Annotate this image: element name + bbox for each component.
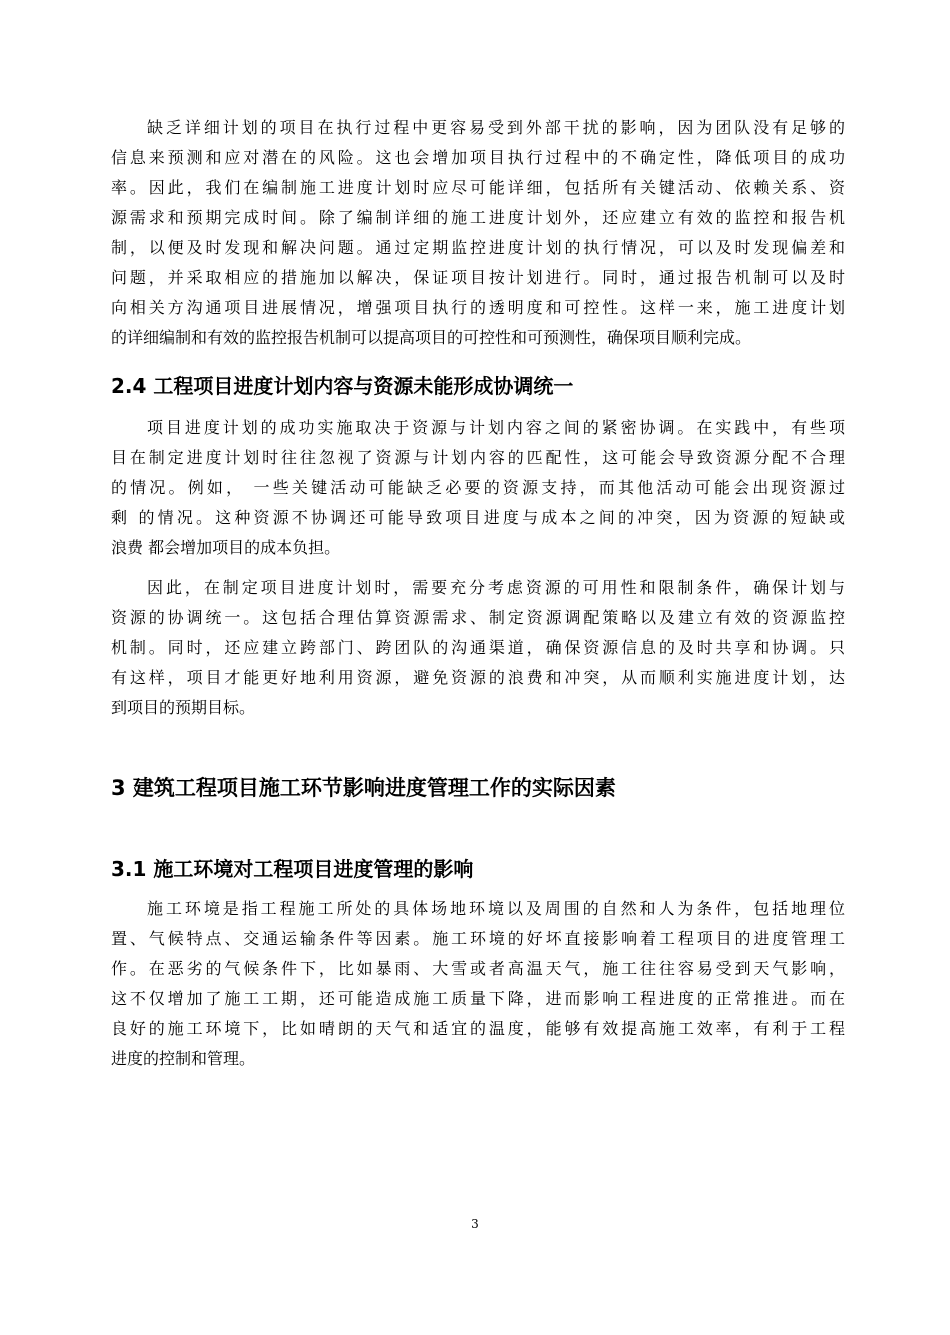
text-line: 制，以便及时发现和解决问题。通过定期监控进度计划的执行情况，可以及时发现偏差和 [111,238,845,257]
text-line: 浪费 都会增加项目的成本负担。 [111,538,341,557]
text-line: 良好的施工环境下，比如晴朗的天气和适宜的温度，能够有效提高施工效率，有利于工程 [111,1019,845,1038]
text-line: 进度的控制和管理。 [111,1049,256,1068]
section-heading-3-1: 3.1 施工环境对工程项目进度管理的影响 [111,857,474,881]
paragraph-construction-environment [111,894,845,1074]
paragraph-resource-measures [111,573,845,723]
text-line: 的情况。例如， 一些关键活动可能缺乏必要的资源支持，而其他活动可能会出现资源过 [111,478,845,497]
paragraph-project-detail-planning [111,113,845,353]
text-line: 目在制定进度计划时往往忽视了资源与计划内容的匹配性，这可能会导致资源分配不合理 [111,448,845,467]
text-line: 因此，在制定项目进度计划时，需要充分考虑资源的可用性和限制条件，确保计划与 [147,578,845,597]
text-line: 项目进度计划的成功实施取决于资源与计划内容之间的紧密协调。在实践中，有些项 [147,418,845,437]
text-line: 缺乏详细计划的项目在执行过程中更容易受到外部干扰的影响，因为团队没有足够的 [147,118,845,137]
text-line: 这不仅增加了施工工期，还可能造成施工质量下降，进而影响工程进度的正常推进。而在 [111,989,845,1008]
text-line: 源需求和预期完成时间。除了编制详细的施工进度计划外，还应建立有效的监控和报告机 [111,208,845,227]
chapter-heading-3: 3 建筑工程项目施工环节影响进度管理工作的实际因素 [111,776,616,800]
page-number: 3 [471,1217,479,1231]
text-line: 施工环境是指工程施工所处的具体场地环境以及周围的自然和人为条件，包括地理位 [147,899,845,918]
text-line: 向相关方沟通项目进展情况，增强项目执行的透明度和可控性。这样一来，施工进度计划 [111,298,845,317]
text-line: 机制。同时，还应建立跨部门、跨团队的沟通渠道，确保资源信息的及时共享和协调。只 [111,638,845,657]
text-line: 信息来预测和应对潜在的风险。这也会增加项目执行过程中的不确定性，降低项目的成功 [111,148,845,167]
text-line: 剩 的情况。这种资源不协调还可能导致项目进度与成本之间的冲突，因为资源的短缺或 [111,508,845,527]
text-line: 有这样，项目才能更好地利用资源，避免资源的浪费和冲突，从而顺利实施进度计划，达 [111,668,845,687]
text-line: 的详细编制和有效的监控报告机制可以提高项目的可控性和可预测性，确保项目顺利完成。 [111,328,752,347]
text-line: 资源的协调统一。这包括合理估算资源需求、制定资源调配策略以及建立有效的资源监控 [111,608,845,627]
text-line: 率。因此，我们在编制施工进度计划时应尽可能详细，包括所有关键活动、依赖关系、资 [111,178,845,197]
text-line: 到项目的预期目标。 [111,698,256,717]
text-line: 问题，并采取相应的措施加以解决，保证项目按计划进行。同时，通过报告机制可以及时 [111,268,845,287]
text-line: 作。在恶劣的气候条件下，比如暴雨、大雪或者高温天气，施工往往容易受到天气影响， [111,959,845,978]
text-line: 置、气候特点、交通运输条件等因素。施工环境的好坏直接影响着工程项目的进度管理工 [111,929,845,948]
paragraph-resource-coordination [111,413,845,563]
section-heading-2-4: 2.4 工程项目进度计划内容与资源未能形成协调统一 [111,374,574,398]
